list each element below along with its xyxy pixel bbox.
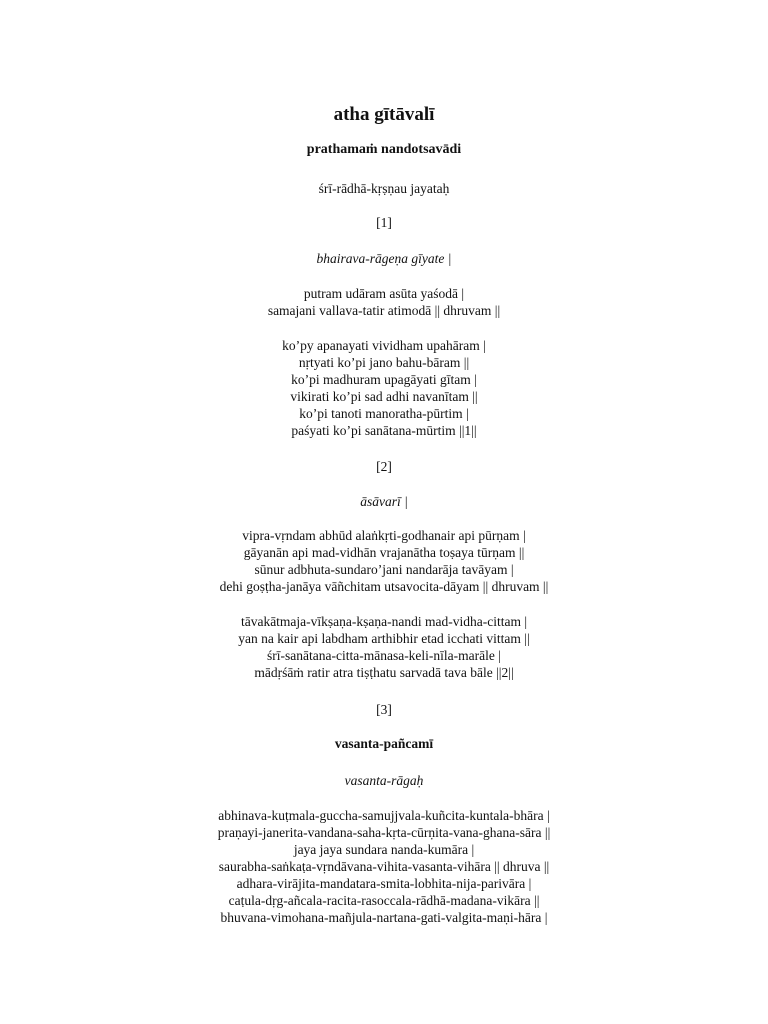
- verse-line: caṭula-dṛg-añcala-racita-rasoccala-rādhā-madana-vikāra ||: [228, 893, 540, 908]
- verse-line: saurabha-saṅkaṭa-vṛndāvana-vihita-vasanta-vihāra || dhruva ||: [218, 859, 550, 874]
- verse-line: ko’py apanayati vividham upahāram |: [282, 338, 486, 353]
- verse-line: sūnur adbhuta-sundaro’jani nandarāja tavāyam |: [254, 562, 514, 577]
- verse-line: tāvakātmaja-vīkṣaṇa-kṣaṇa-nandi mad-vidha-cittam |: [240, 614, 528, 629]
- song-number: [2]: [376, 459, 392, 474]
- raga-line: āsāvarī |: [360, 494, 408, 509]
- invocation: śrī-rādhā-kṛṣṇau jayataḥ: [318, 181, 450, 196]
- verse-line: yan na kair api labdham arthibhir etad icchati vittam ||: [238, 631, 530, 646]
- song-number: [3]: [376, 702, 392, 717]
- verse-line: praṇayi-janerita-vandana-saha-kṛta-cūrṇita-vana-ghana-sāra ||: [217, 825, 551, 840]
- document-subtitle: prathamaṁ nandotsavādi: [306, 142, 462, 157]
- verse-line: putram udāram asūta yaśodā |: [303, 286, 465, 301]
- verse-line: nṛtyati ko’pi jano bahu-bāram ||: [298, 355, 470, 370]
- section-heading: vasanta-pañcamī: [334, 736, 434, 751]
- verse-line: ko’pi tanoti manoratha-pūrtim |: [299, 406, 469, 421]
- verse-line: jaya jaya sundara nanda-kumāra |: [293, 842, 475, 857]
- verse-line: adhara-virājita-mandatara-smita-lobhita-nija-parivāra |: [236, 876, 532, 891]
- document-title: atha gītāvalī: [333, 104, 435, 125]
- verse-line: bhuvana-vimohana-mañjula-nartana-gati-valgita-maṇi-hāra |: [220, 910, 548, 925]
- verse-line: ko’pi madhuram upagāyati gītam |: [291, 372, 477, 387]
- verse-line: dehi goṣṭha-janāya vāñchitam utsavocita-dāyam || dhruvam ||: [219, 579, 549, 594]
- verse-line: vipra-vṛndam abhūd alaṅkṛti-godhanair api pūrṇam |: [242, 528, 526, 543]
- song-number: [1]: [376, 215, 392, 230]
- verse-line: paśyati ko’pi sanātana-mūrtim ||1||: [291, 423, 477, 438]
- verse-line: mādṛśāṁ ratir atra tiṣṭhatu sarvadā tava bāle ||2||: [254, 665, 514, 680]
- verse-line: samajani vallava-tatir atimodā || dhruvam ||: [267, 303, 501, 318]
- raga-line: vasanta-rāgaḥ: [344, 773, 424, 788]
- verse-line: gāyanān api mad-vidhān vrajanātha toṣaya tūrṇam ||: [243, 545, 525, 560]
- raga-line: bhairava-rāgeṇa gīyate |: [316, 251, 452, 266]
- verse-line: śrī-sanātana-citta-mānasa-keli-nīla-marāle |: [267, 648, 501, 663]
- verse-line: vikirati ko’pi sad adhi navanītam ||: [290, 389, 478, 404]
- verse-line: abhinava-kuṭmala-guccha-samujjvala-kuñcita-kuntala-bhāra |: [218, 808, 550, 823]
